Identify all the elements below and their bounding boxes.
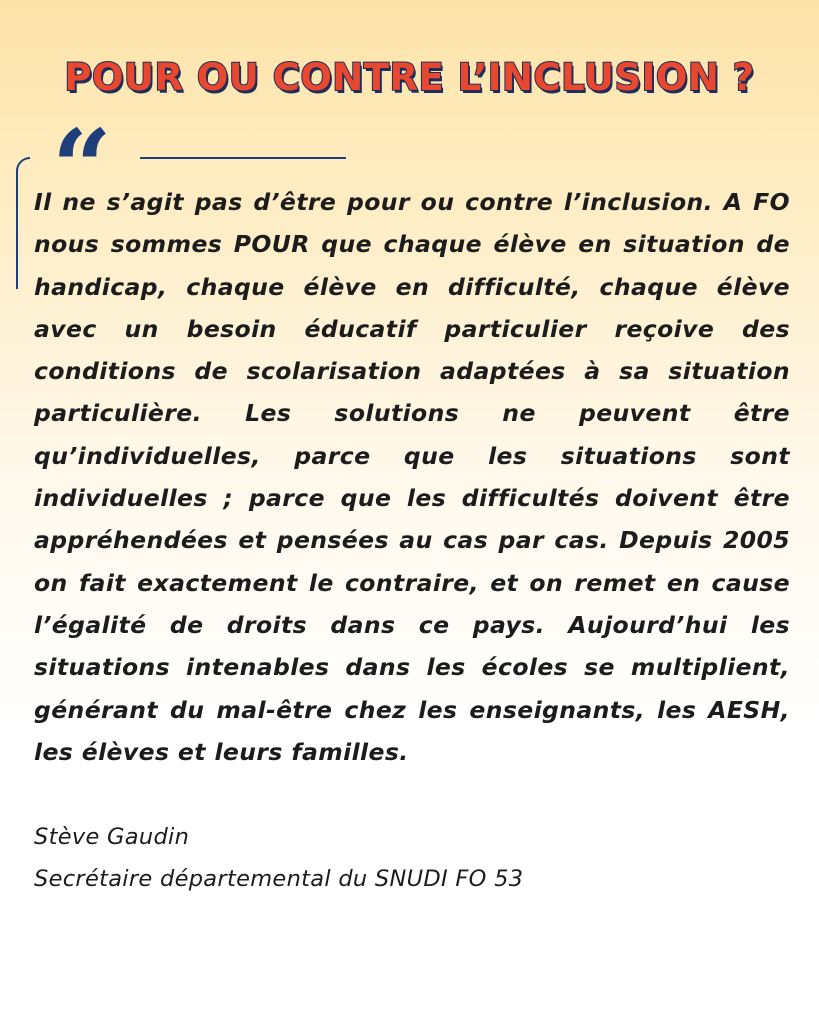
quotation-mark-icon: “ bbox=[52, 106, 112, 229]
author-block bbox=[34, 816, 794, 900]
quote-text: Il ne s’agit pas d’être pour ou contre l’inclusion. A FO nous sommes POUR que chaque élève en situation de handicap, chaque élève en difficulté, chaque élève avec un besoin éducatif particulier reçoive des conditions de scolarisation adaptées à sa situation particulière. Les solutions ne peuvent être qu’individuelles, parce que les situations sont individuelles ; parce que les difficultés doivent être appréhendées et pensées au cas par cas. Depuis 2005 on fait exactement le contraire, et on remet en cause l’égalité de droits dans ce pays. Aujourd’hui les situations intenables dans les écoles se multiplient, générant du mal-être chez les enseignants, les AESH, les élèves et leurs familles. bbox=[34, 188, 790, 766]
quote-divider-line bbox=[140, 157, 346, 159]
author-role: Secrétaire départemental du SNUDI FO 53 bbox=[34, 866, 524, 892]
author-name: Stève Gaudin bbox=[34, 824, 190, 850]
page-title: POUR OU CONTRE L’INCLUSION ? bbox=[64, 55, 755, 99]
quote-bracket-decoration bbox=[16, 157, 30, 289]
